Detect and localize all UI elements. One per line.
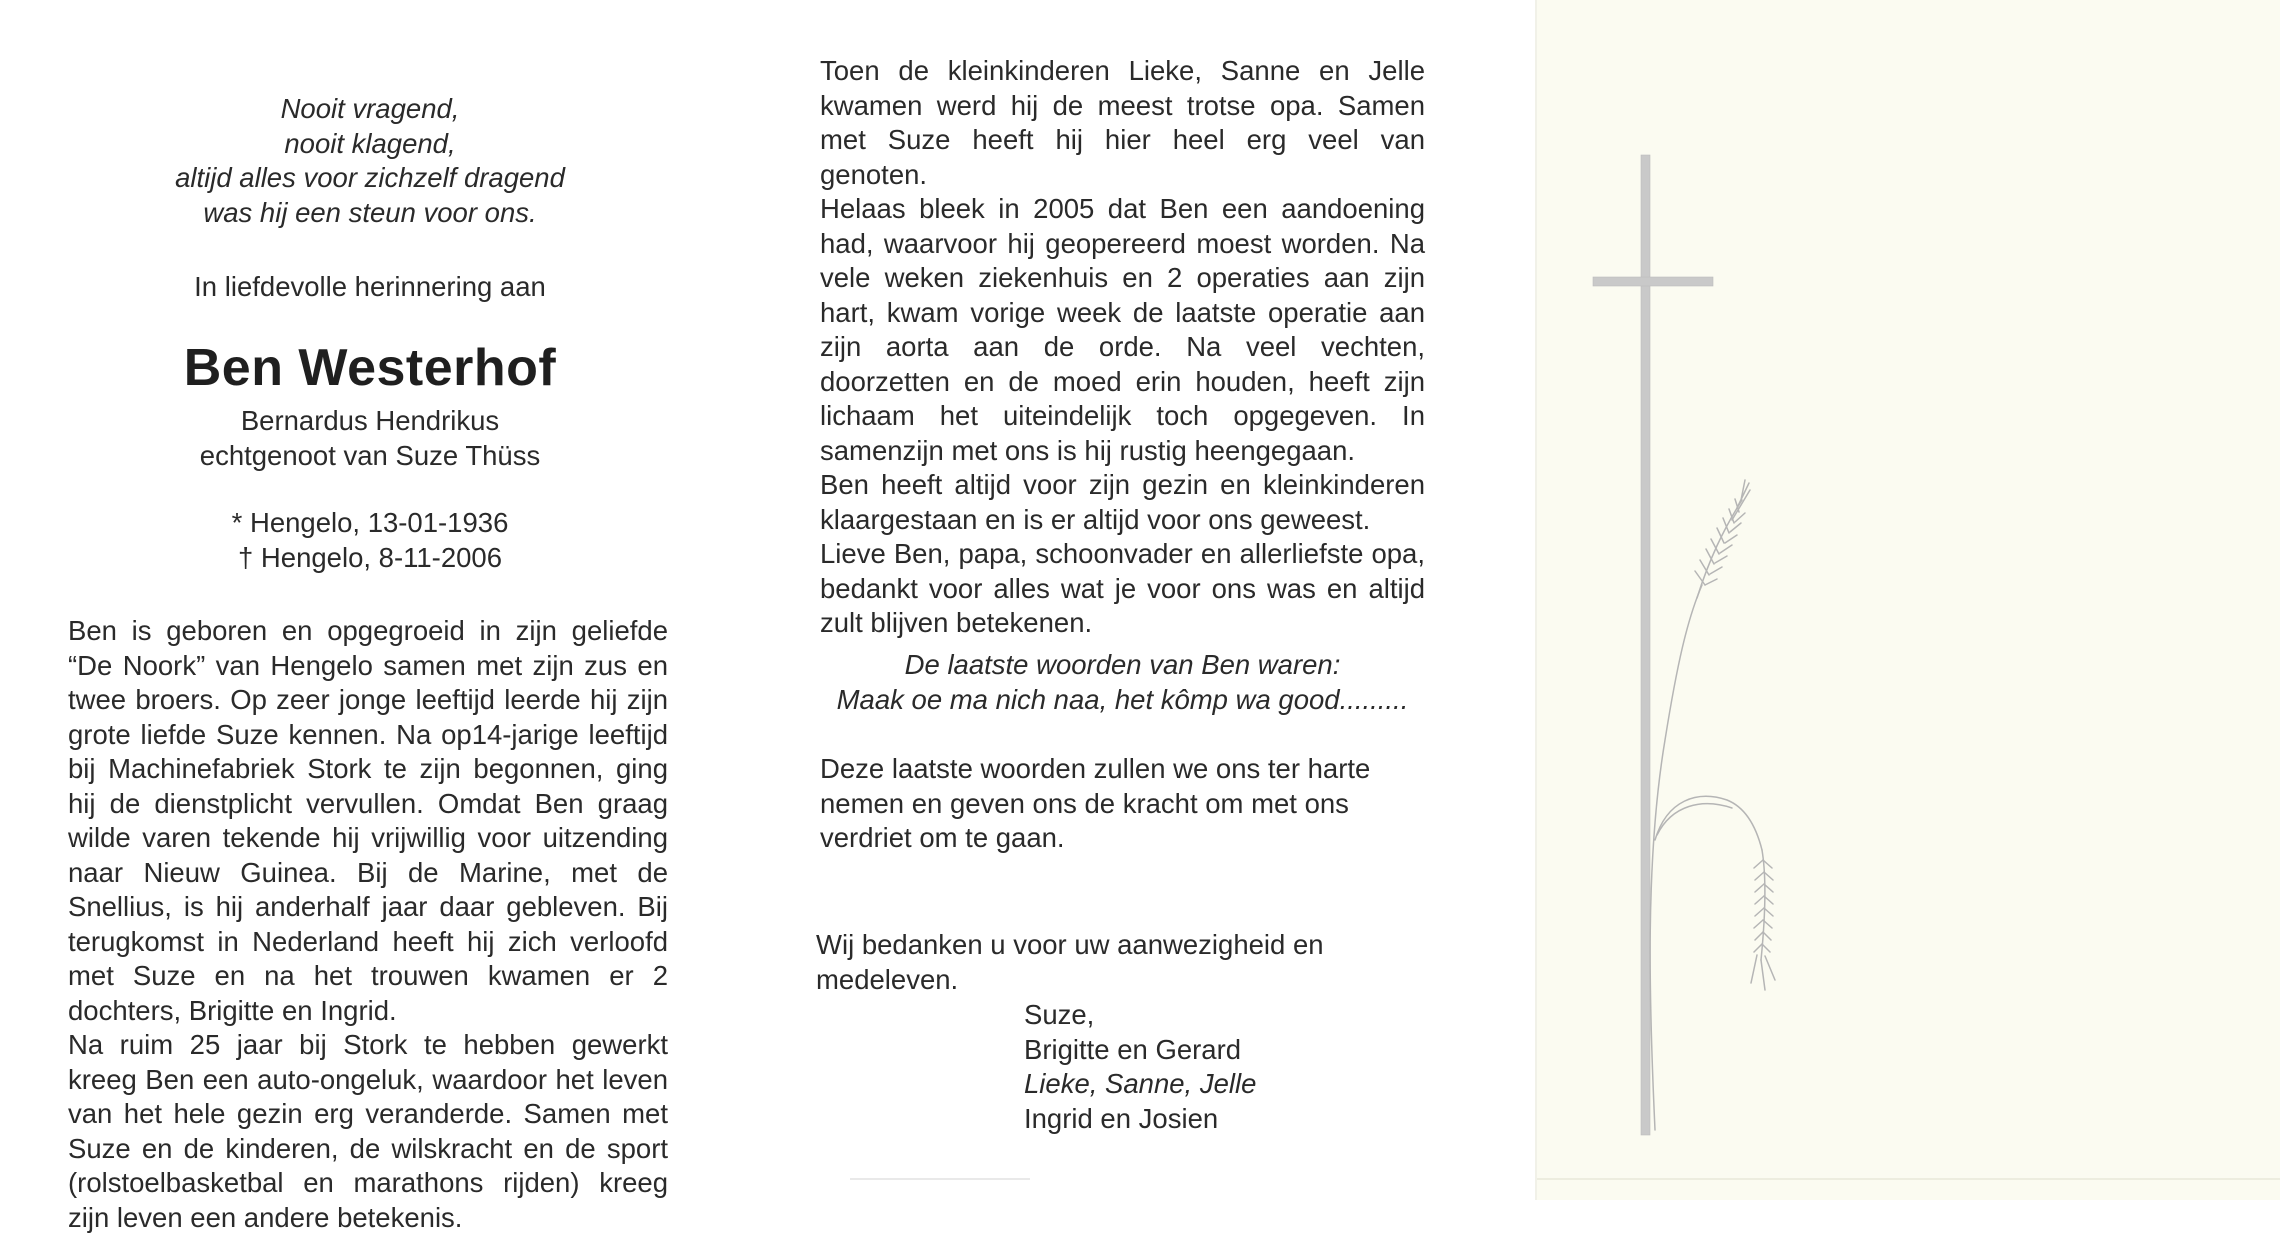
scan-edge xyxy=(1537,1178,2280,1180)
signer: Lieke, Sanne, Jelle xyxy=(1024,1068,1257,1099)
poem xyxy=(150,92,590,230)
last-words xyxy=(820,648,1425,717)
biography-left xyxy=(68,614,668,1235)
artwork-svg xyxy=(1537,0,2280,1200)
wheat-stalk-icon xyxy=(1650,480,1775,1130)
deceased-name: Ben Westerhof xyxy=(183,339,557,397)
bio-paragraph: Ben is geboren en opgegroeid in zijn geliefde “De Noork” van Hengelo samen met zijn zus en twee broers. Op zeer jonge leeftijd leerde hij zijn grote liefde Suze kennen. Na op14-jarige leeftijd bij Machinefabriek Stork te zijn begonnen, ging hij de dienstplicht vervullen. Omdat Ben graag wilde varen tekende hij vrijwillig voor uitzending naar Nieuw Guinea. Bij de Marine, met de Snellius, is hij anderhalf jaar daar gebleven. Bij terugkomst in Nederland heeft hij zich verloofd met Suze en na het trouwen kwamen er 2 dochters, Brigitte en Ingrid. xyxy=(68,615,668,1026)
signer: Brigitte en Gerard xyxy=(1024,1033,1242,1065)
deceased-details xyxy=(150,404,590,473)
last-words-quote: Maak oe ma nich naa, het kômp wa good......... xyxy=(836,683,1409,715)
poem-line: altijd alles voor zichzelf dragend xyxy=(175,162,565,193)
wheat-leaf-edge xyxy=(1657,804,1732,835)
wheat-leaf xyxy=(1655,796,1762,850)
left-panel xyxy=(0,0,760,1233)
wheat-ear-top-husk xyxy=(1695,499,1739,585)
closing-paragraph: Deze laatste woorden zullen we ons ter harte nemen en geven ons de kracht om met ons verdriet om te gaan. xyxy=(820,753,1371,853)
signers xyxy=(1024,998,1424,1136)
cross-horizontal-beam xyxy=(1593,277,1713,286)
birth-date: * Hengelo, 13-01-1936 xyxy=(231,507,509,538)
death-date: † Hengelo, 8-11-2006 xyxy=(238,541,502,573)
spouse-line: echtgenoot van Suze Thüss xyxy=(199,439,541,471)
wheat-stem xyxy=(1650,585,1702,1130)
signer: Suze, xyxy=(1024,999,1095,1030)
cross-icon xyxy=(1593,155,1713,1135)
artwork-panel xyxy=(1535,0,2280,1200)
wheat-awn xyxy=(1751,955,1775,990)
bio-paragraph: Ben heeft altijd voor zijn gezin en kleinkinderen klaargestaan en is er altijd voor ons geweest. xyxy=(820,469,1425,535)
middle-panel xyxy=(760,0,1535,1200)
poem-line: Nooit vragend, xyxy=(280,93,460,124)
biography-right xyxy=(820,54,1425,641)
cross-vertical-beam xyxy=(1641,155,1650,1135)
life-dates xyxy=(150,506,590,575)
full-name: Bernardus Hendrikus xyxy=(240,405,500,436)
poem-line: nooit klagend, xyxy=(284,127,456,159)
scan-mark xyxy=(850,1178,1030,1180)
bio-paragraph: Toen de kleinkinderen Lieke, Sanne en Jelle kwamen werd hij de meest trotse opa. Samen met Suze heeft hij hier heel erg veel van genoten. xyxy=(820,55,1425,190)
in-memory-heading: In liefdevolle herinnering aan xyxy=(194,271,546,302)
poem-line: was hij een steun voor ons. xyxy=(203,196,537,228)
bio-paragraph: Helaas bleek in 2005 dat Ben een aandoening had, waarvoor hij geopereerd moest worden. Na vele weken ziekenhuis en 2 operaties aan zijn hart, kwam vorige week de laatste operatie aan zijn aorta aan de orde. Na veel vechten, doorzetten en de moed erin houden, heeft zijn lichaam het uiteindelijk toch opgegeven. In samenzijn met ons is hij rustig heengegaan. xyxy=(820,193,1425,466)
last-words-intro: De laatste woorden van Ben waren: xyxy=(904,649,1341,680)
bio-paragraph: Lieve Ben, papa, schoonvader en allerliefste opa, bedankt voor alles wat je voor ons was en altijd zult blijven betekenen. xyxy=(820,538,1425,638)
signer: Ingrid en Josien xyxy=(1024,1102,1219,1134)
bio-paragraph: Na ruim 25 jaar bij Stork te hebben gewerkt kreeg Ben een auto-ongeluk, waardoor het leven van het hele gezin erg veranderde. Samen met Suze en de kinderen, de wilskracht en de sport (rolstoelbasketbal en marathons rijden) kreeg zijn leven een andere betekenis. xyxy=(68,1029,668,1233)
thanks-line: Wij bedanken u voor uw aanwezigheid en medeleven. xyxy=(816,929,1324,995)
